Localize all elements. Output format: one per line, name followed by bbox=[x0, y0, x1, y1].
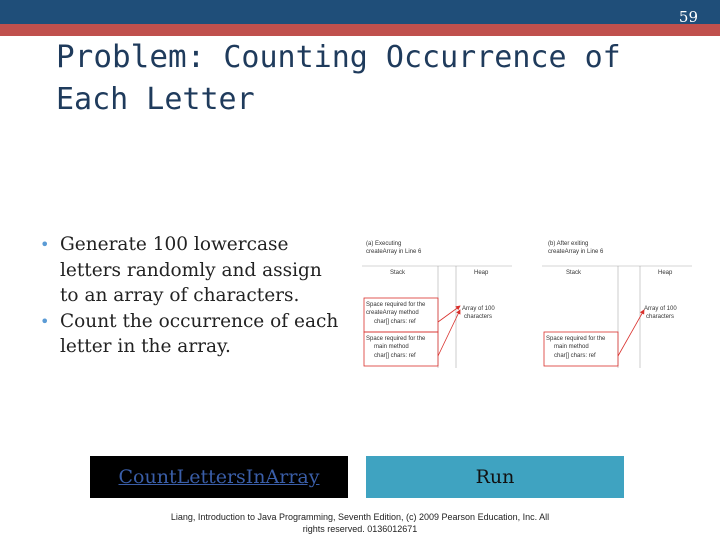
right-main-text-1: Space required for the bbox=[546, 336, 606, 342]
footer-line-2: rights reserved. 0136012671 bbox=[302, 524, 418, 534]
left-main-text-1: Space required for the bbox=[366, 336, 426, 342]
footer-copyright bbox=[130, 511, 590, 535]
page-number: 59 bbox=[678, 8, 698, 26]
header-band bbox=[0, 0, 720, 24]
bullet-item: • Generate 100 lowercase letters randomly and assign to an array of characters. bbox=[40, 232, 340, 309]
run-button[interactable] bbox=[366, 456, 624, 498]
create-frame-text-3: char[] chars: ref bbox=[374, 319, 416, 325]
right-caption-1: (b) After exiting bbox=[548, 241, 589, 247]
right-caption-2: createArray in Line 6 bbox=[548, 249, 604, 255]
bullet-list bbox=[40, 232, 340, 360]
left-heap-text-1: Array of 100 bbox=[462, 306, 495, 312]
header-accent-band bbox=[0, 24, 720, 36]
right-main-text-3: char[] chars: ref bbox=[554, 353, 596, 359]
memory-diagram bbox=[362, 236, 692, 368]
right-heap-text-2: characters bbox=[646, 314, 675, 320]
left-main-text-3: char[] chars: ref bbox=[374, 353, 416, 359]
left-heap-label: Heap bbox=[474, 270, 489, 276]
count-letters-link[interactable]: CountLettersInArray bbox=[118, 466, 320, 488]
left-caption-1: (a) Executing bbox=[366, 241, 402, 247]
create-frame-text-1: Space required for the bbox=[366, 302, 426, 308]
slide-title bbox=[56, 36, 656, 121]
title-prefix: Problem: bbox=[56, 39, 206, 75]
right-stack-label: Stack bbox=[566, 270, 582, 276]
left-stack-label: Stack bbox=[390, 270, 406, 276]
create-frame-text-2: createArray method bbox=[366, 310, 419, 316]
right-heap-label: Heap bbox=[658, 270, 673, 276]
title-rest: Counting Occurrence of Each Letter bbox=[56, 40, 621, 117]
bullet-item: • Count the occurrence of each letter in the array. bbox=[40, 309, 340, 360]
run-button-label: Run bbox=[475, 466, 515, 488]
footer-line-1: Liang, Introduction to Java Programming, Seventh Edition, (c) 2009 Pearson Education, Inc. All bbox=[170, 512, 550, 522]
right-heap-text-1: Array of 100 bbox=[644, 306, 677, 312]
left-heap-text-2: characters bbox=[464, 314, 493, 320]
left-caption-2: createArray in Line 6 bbox=[366, 249, 422, 255]
right-main-text-2: main method bbox=[554, 344, 589, 350]
left-main-text-2: main method bbox=[374, 344, 409, 350]
count-letters-link-button[interactable] bbox=[90, 456, 348, 498]
